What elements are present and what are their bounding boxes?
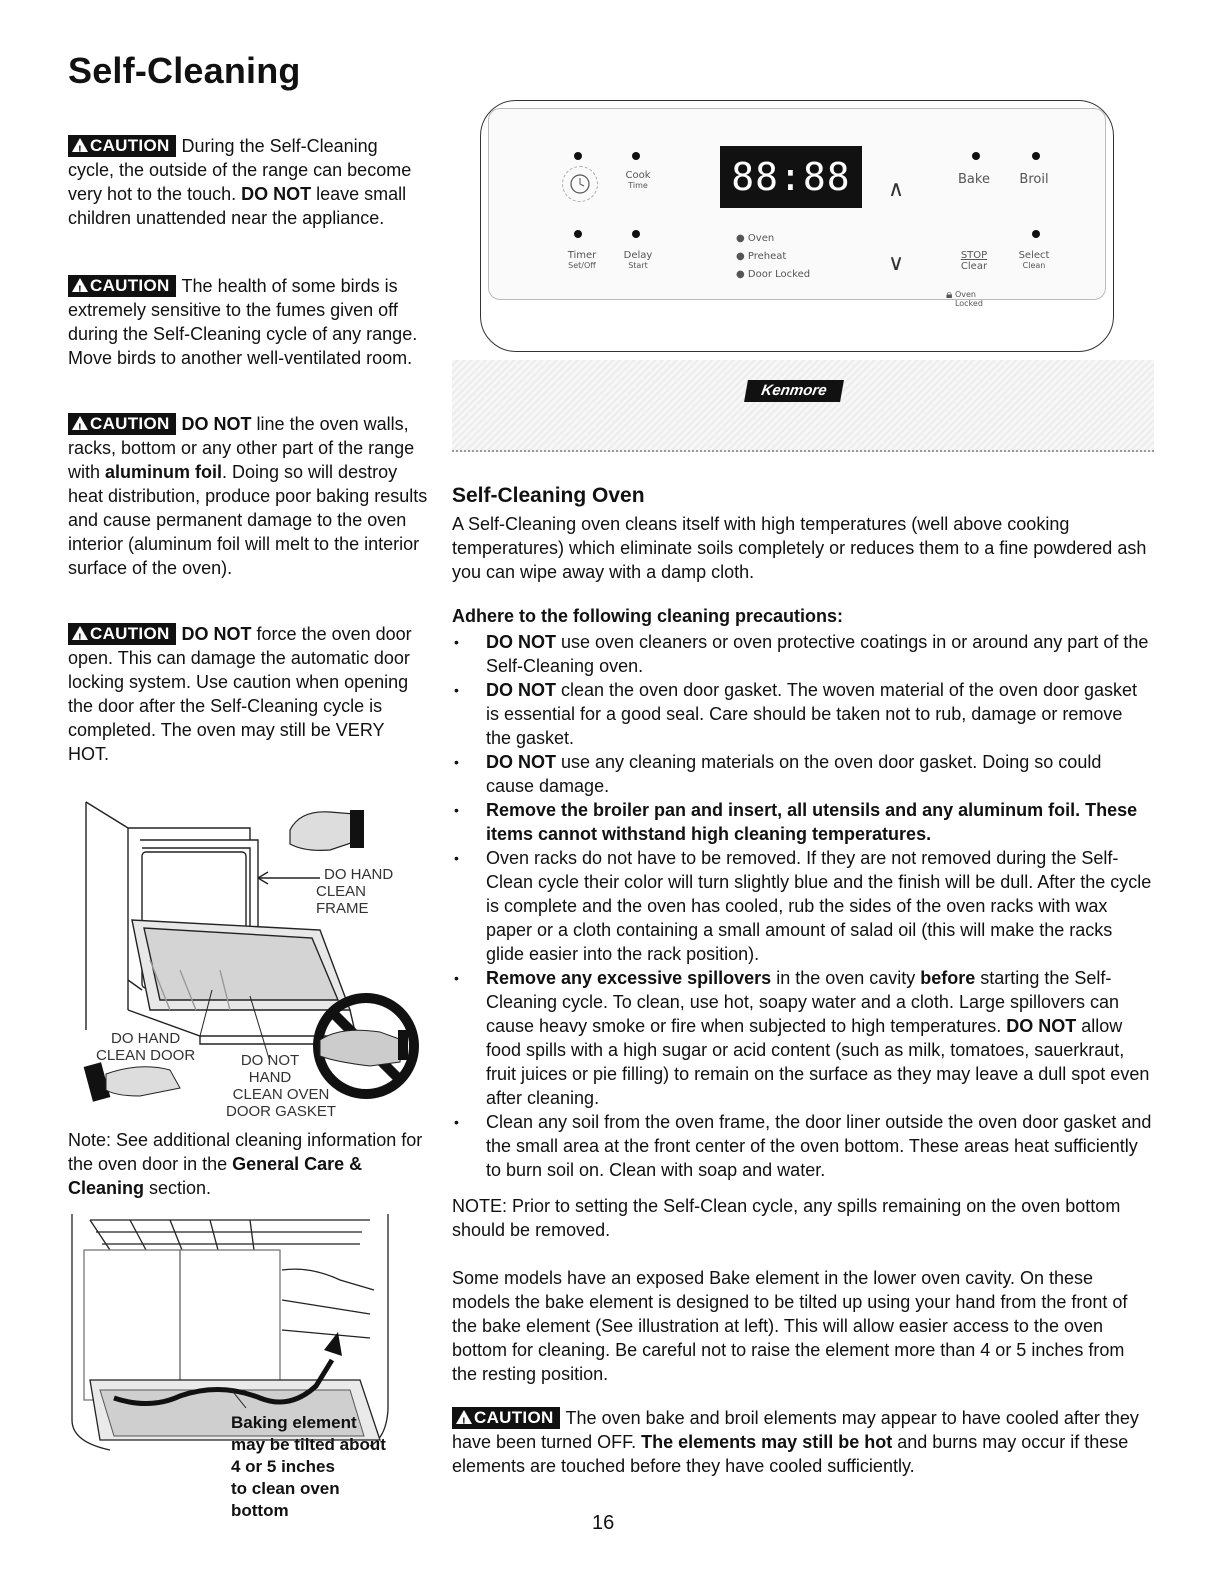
- label-do-hand-clean-door: DO HAND CLEAN DOOR: [96, 1030, 196, 1064]
- page-number: 16: [592, 1512, 615, 1534]
- list-item: • DO NOT use any cleaning materials on the oven door gasket. Doing so could cause damage.: [452, 750, 1152, 798]
- chevron-down-icon: ∨: [888, 250, 905, 275]
- panel-base: [452, 360, 1154, 452]
- down-arrow-button[interactable]: [888, 250, 904, 276]
- caution-paragraph-3: !CAUTION DO NOT line the oven walls, racks, bottom or any other part of the range with aluminum foil. Doing so will destroy heat distribution, produce poor baking results and cause permanent damage to the oven interior (aluminum foil will melt to the interior surface of the oven).: [68, 412, 428, 580]
- clock-icon: [563, 167, 597, 201]
- indicator-preheat: ● Preheat: [736, 251, 787, 262]
- precautions-heading: Adhere to the following cleaning precautions:: [452, 606, 844, 626]
- clock-button[interactable]: [562, 166, 598, 202]
- timer-button[interactable]: Timer Set/Off: [567, 250, 597, 270]
- list-item: • DO NOT clean the oven door gasket. The woven material of the oven door gasket is essential for a good seal. Care should be taken not to rub, damage or remove the gasket.: [452, 678, 1152, 750]
- list-item: • Oven racks do not have to be removed. If they are not removed during the Self-Clean cycle their color will turn slightly blue and the finish will be dull. After the cycle is complete and the oven has cooled, rub the sides of the oven racks with wax paper or a cloth containing a small amount of salad oil (this will make the racks glide easier into the rack position).: [452, 846, 1152, 966]
- caution-badge: !CAUTION: [68, 623, 176, 645]
- label-do-hand-clean-frame: DO HAND CLEAN FRAME: [316, 866, 394, 917]
- caution-paragraph-2: !CAUTION The health of some birds is extremely sensitive to the fumes given off during the Self-Cleaning cycle of any range. Move birds to another well-ventilated room.: [68, 274, 428, 370]
- warning-icon: [456, 1410, 472, 1424]
- bake-element-caption: Baking element may be tilted about 4 or 5 inches to clean oven bottom: [231, 1413, 386, 1520]
- caution-badge: !CAUTION: [452, 1407, 560, 1429]
- lock-icon: 🔒︎: [946, 287, 953, 301]
- oven-locked-indicator: 🔒︎ Oven Locked: [946, 287, 983, 308]
- list-item: • Remove any excessive spillovers in the oven cavity before starting the Self-Cleaning cycle. To clean, use hot, soapy water and a cloth. Large spillovers can cause heavy smoke or fire when subjected to high temperatures. DO NOT allow food spills with a high sugar or acid content (such as milk, tomatoes, sauerkraut, fruit juices or pie filling) to remain on the surface as they may leave a dull spot even after cleaning.: [452, 966, 1152, 1110]
- brand-logo: Kenmore: [744, 380, 844, 402]
- broil-button[interactable]: Broil: [1019, 172, 1049, 187]
- caution-badge: !CAUTION: [68, 413, 176, 435]
- bake-element-illustration: [70, 1210, 400, 1520]
- intro-paragraph: A Self-Cleaning oven cleans itself with high temperatures (well above cooking temperatures) which eliminate soils completely or reduces them to a fine powdered ash you can wipe away with a damp cloth.: [452, 514, 1147, 582]
- chevron-up-icon: ∧: [888, 176, 905, 201]
- self-clean-note: NOTE: Prior to setting the Self-Clean cycle, any spills remaining on the oven bottom should be removed.: [452, 1196, 1121, 1240]
- caution-paragraph-4: !CAUTION DO NOT force the oven door open. This can damage the automatic door locking system. Use caution when opening the door after the Self-Cleaning cycle is completed. The oven may still be VERY HOT.: [68, 622, 428, 766]
- caution-badge: !CAUTION: [68, 135, 176, 157]
- list-item: • Clean any soil from the oven frame, the door liner outside the oven door gasket and the small area at the front center of the oven bottom. These areas heat sufficiently to burn soil on. Clean with soap and water.: [452, 1110, 1152, 1182]
- select-clean-button[interactable]: Select Clean: [1018, 250, 1050, 270]
- delay-start-button[interactable]: Delay Start: [623, 250, 653, 270]
- control-panel-illustration: [452, 90, 1154, 450]
- bake-button[interactable]: Bake: [958, 172, 990, 187]
- up-arrow-button[interactable]: [888, 176, 904, 202]
- hand-icon: [290, 810, 364, 850]
- stop-clear-button[interactable]: STOP Clear: [960, 250, 988, 272]
- cook-time-button[interactable]: Cook Time: [625, 170, 651, 190]
- bake-element-paragraph: Some models have an exposed Bake element in the lower oven cavity. On these models the bake element is designed to be tilted up using your hand from the front of the bake element (See illustration at left). This will allow easier access to the oven bottom for cleaning. Be careful not to raise the element more than 4 or 5 inches from the resting position.: [452, 1268, 1128, 1384]
- caution-paragraph-1: !CAUTION During the Self-Cleaning cycle, the outside of the range can become very hot to the touch. DO NOT leave small children unattended near the appliance.: [68, 134, 428, 230]
- section-heading: Self-Cleaning Oven: [452, 484, 645, 507]
- indicator-oven: ● Oven: [736, 233, 775, 244]
- list-item: • DO NOT use oven cleaners or oven protective coatings in or around any part of the Self-Cleaning oven.: [452, 630, 1152, 678]
- clock-display: 88:88: [720, 146, 862, 208]
- hand-icon-lower: [84, 1062, 180, 1101]
- precautions-list: [452, 630, 1152, 1182]
- warning-icon: [72, 626, 88, 640]
- door-cleaning-note: Note: See additional cleaning information for the oven door in the General Care & Cleaning section.: [68, 1130, 423, 1198]
- label-do-not-hand-clean-gasket: DO NOT HAND CLEAN OVEN DOOR GASKET: [226, 1052, 337, 1120]
- warning-icon: [72, 416, 88, 430]
- warning-icon: [72, 138, 88, 152]
- page-title: Self-Cleaning: [68, 50, 301, 91]
- warning-icon: [72, 278, 88, 292]
- oven-door-illustration: [80, 800, 420, 1120]
- caution-badge: !CAUTION: [68, 275, 176, 297]
- status-indicators: [736, 230, 810, 284]
- list-item: • Remove the broiler pan and insert, all utensils and any aluminum foil. These items cannot withstand high cleaning temperatures.: [452, 798, 1152, 846]
- indicator-door-locked: ● Door Locked: [736, 269, 811, 280]
- final-caution-paragraph: !CAUTION The oven bake and broil elements may appear to have cooled after they have been turned OFF. The elements may still be hot and burns may occur if these elements are touched before they have cooled sufficiently.: [452, 1406, 1152, 1478]
